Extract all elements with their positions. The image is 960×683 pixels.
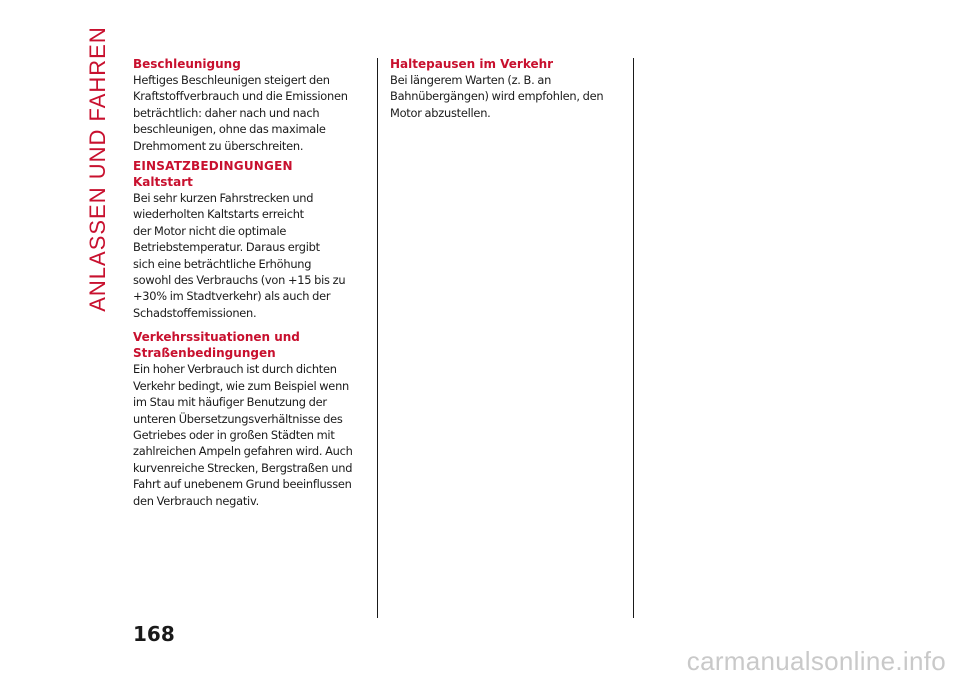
body-line: Motor abzustellen. [390,105,491,120]
page-number: 168 [133,622,175,646]
body-line: den Verbrauch negativ. [133,493,259,508]
body-line: Bei längerem Warten (z. B. an [390,73,552,87]
section-title-vertical [84,26,112,312]
body-line: beträchtlich: daher nach und nach [133,105,320,120]
section-beschleunigung [133,56,365,154]
subheading-kaltstart: Kaltstart [133,175,193,190]
column-divider-right [633,58,634,618]
heading-verkehrssituationen-line1: Verkehrssituationen und [133,330,300,345]
body-line: Heftiges Beschleunigen steigert den [133,73,330,87]
body-line: Verkehr bedingt, wie zum Beispiel wenn [133,378,350,393]
body-line: im Stau mit häufiger Benutzung der [133,395,327,410]
section-haltepausen [390,56,626,121]
section-title-text: ANLASSEN UND FAHREN [85,26,110,312]
body-line: Schadstoffemissionen. [133,305,257,320]
body-line: Ein hoher Verbrauch ist durch dichten [133,362,337,377]
body-line: Kraftstoffverbrauch und die Emissionen [133,89,348,104]
body-line: beschleunigen, ohne das maximale [133,122,326,137]
body-line: Betriebstemperatur. Daraus ergibt [133,240,320,255]
body-line: Drehmoment zu überschreiten. [133,138,304,153]
body-line: wiederholten Kaltstarts erreicht [133,207,304,222]
section-einsatzbedingungen [133,158,365,321]
body-line: +30% im Stadtverkehr) als auch der [133,289,331,304]
body-line: der Motor nicht die optimale [133,223,287,238]
body-line: Getriebes oder in großen Städten mit [133,427,335,442]
heading-einsatzbedingungen: EINSATZBEDINGUNGEN [133,159,293,174]
body-line: sich eine beträchtliche Erhöhung [133,256,312,271]
watermark: carmanualsonline.info [686,646,946,676]
body-line: unteren Übersetzungsverhältnisse des [133,411,343,426]
right-column [390,56,626,121]
body-line: sowohl des Verbrauchs (von +15 bis zu [133,273,346,288]
heading-haltepausen: Haltepausen im Verkehr [390,57,554,71]
body-line: Bei sehr kurzen Fahrstrecken und [133,191,314,206]
section-verkehrssituationen [133,329,365,509]
body-line: Bahnübergängen) wird empfohlen, den [390,89,604,104]
heading-beschleunigung: Beschleunigung [133,57,241,71]
column-divider-left [377,58,378,618]
body-line: Fahrt auf unebenem Grund beeinflussen [133,477,352,492]
body-line: zahlreichen Ampeln gefahren wird. Auch [133,444,353,459]
heading-verkehrssituationen-line2: Straßenbedingungen [133,346,276,361]
left-column [133,56,365,509]
body-line: kurvenreiche Strecken, Bergstraßen und [133,460,353,475]
